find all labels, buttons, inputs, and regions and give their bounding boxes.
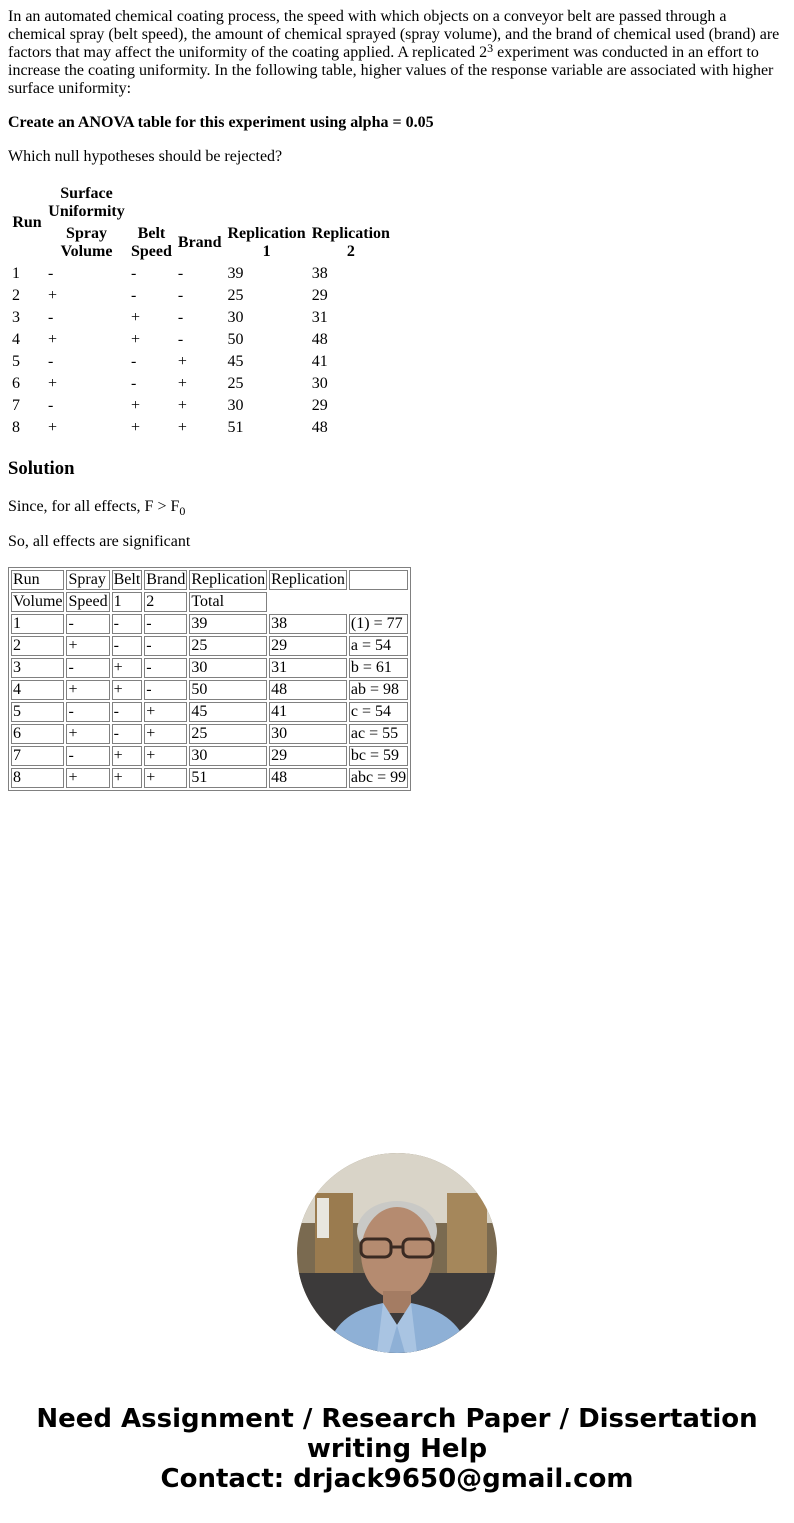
grid-cell: 8 — [11, 768, 64, 788]
table-row — [10, 352, 392, 372]
author-photo — [297, 1153, 497, 1353]
table-cell: 50 — [227, 331, 244, 348]
grid-cell: - — [144, 636, 187, 656]
table-cell: 4 — [12, 331, 20, 348]
table-row — [10, 286, 392, 306]
grid-header-spray: Spray — [66, 570, 109, 590]
grid-cell: + — [66, 636, 109, 656]
table-cell: - — [131, 375, 137, 392]
header-spray-volume: Spray Volume — [60, 225, 113, 260]
table-cell: 1 — [12, 265, 20, 282]
table-cell: - — [177, 309, 184, 326]
solution-since: Since, for all effects, $F > F_0$ — [8, 498, 186, 518]
solution-conclusion: So, all effects are significant — [8, 533, 191, 550]
table-row — [11, 680, 408, 700]
grid-cell: 30 — [189, 746, 267, 766]
table-row — [11, 592, 408, 612]
person-photo-icon — [297, 1153, 497, 1353]
grid-cell: bc = 59 — [349, 746, 408, 766]
table-cell: + — [48, 419, 58, 436]
table-row — [11, 570, 408, 590]
grid-cell: 4 — [11, 680, 64, 700]
grid-cell: 48 — [269, 680, 347, 700]
grid-cell: + — [66, 680, 109, 700]
grid-header-total: Total — [189, 592, 267, 612]
grid-header-2: 2 — [144, 592, 187, 612]
grid-cell: + — [144, 768, 187, 788]
table-cell: - — [131, 265, 137, 282]
problem-intro: In an automated chemical coating process, the speed with which objects on a conveyor belt are passed through a chemical spray (belt speed), the amount of chemical sprayed (spray volume), and the brand of chemical used (brand) are factors that may affect the uniformity of the coating applied. A replicated $2^3$ experiment was conducted in an effort to increase the coating uniformity. In the following table, higher values of the response variable are associated with higher surface uniformity: — [8, 8, 780, 97]
table-cell: 30 — [227, 309, 244, 326]
table-cell: 31 — [311, 309, 328, 326]
table-cell: - — [131, 287, 137, 304]
grid-cell: 1 — [11, 614, 64, 634]
table-row — [11, 614, 408, 634]
grid-header-brand: Brand — [146, 571, 186, 588]
header-brand: Brand — [177, 234, 222, 251]
totals-table — [8, 567, 411, 791]
table-cell: + — [131, 397, 141, 414]
grid-cell: - — [66, 702, 109, 722]
grid-cell: 2 — [11, 636, 64, 656]
grid-header-1: 1 — [112, 592, 143, 612]
table-row — [10, 308, 392, 328]
grid-cell: 45 — [189, 702, 267, 722]
table-cell: 30 — [311, 375, 328, 392]
grid-cell: + — [144, 746, 187, 766]
grid-cell: a = 54 — [349, 636, 408, 656]
grid-cell: 39 — [189, 614, 267, 634]
table-cell: 30 — [227, 397, 244, 414]
table-row — [10, 396, 392, 416]
table-cell: - — [48, 309, 54, 326]
grid-cell: b = 61 — [349, 658, 408, 678]
table-cell: + — [48, 331, 58, 348]
table-cell: - — [48, 353, 54, 370]
table-cell: + — [177, 397, 187, 414]
grid-cell: c = 54 — [349, 702, 408, 722]
table-cell: 45 — [227, 353, 244, 370]
grid-cell: 30 — [269, 724, 347, 744]
grid-cell: + — [112, 680, 143, 700]
grid-header-replication-a: Replication — [191, 571, 266, 588]
header-replication-2: Replication 2 — [311, 225, 390, 260]
grid-cell: - — [112, 636, 143, 656]
grid-cell: 30 — [189, 658, 267, 678]
footer-contact — [0, 1404, 794, 1494]
grid-cell: (1) = 77 — [349, 614, 408, 634]
grid-cell: 50 — [189, 680, 267, 700]
grid-cell: - — [144, 680, 187, 700]
header-run: Run — [12, 214, 42, 231]
table-cell: - — [177, 331, 184, 348]
document-content — [8, 8, 786, 791]
grid-cell: 25 — [189, 724, 267, 744]
grid-cell: + — [66, 724, 109, 744]
table-cell: + — [131, 309, 141, 326]
table-cell: 29 — [311, 287, 328, 304]
question-hypotheses: Which null hypotheses should be rejected? — [8, 148, 283, 165]
grid-cell: - — [144, 658, 187, 678]
table-row — [10, 330, 392, 350]
grid-cell: ab = 98 — [349, 680, 408, 700]
header-replication-1: Replication 1 — [227, 225, 306, 260]
table-cell: 48 — [311, 331, 328, 348]
grid-cell: 29 — [269, 746, 347, 766]
grid-cell: + — [112, 658, 143, 678]
table-cell: 3 — [12, 309, 20, 326]
table-row — [11, 768, 408, 788]
grid-cell: 3 — [11, 658, 64, 678]
grid-header-run: Run — [11, 570, 64, 590]
table-cell: 7 — [12, 397, 20, 414]
solution-heading: Solution — [8, 458, 75, 479]
grid-cell: - — [144, 614, 187, 634]
grid-cell: + — [144, 702, 187, 722]
header-belt-speed: Belt Speed — [131, 225, 172, 260]
table-cell: 5 — [12, 353, 20, 370]
table-row — [11, 636, 408, 656]
grid-cell: - — [112, 702, 143, 722]
data-table — [8, 182, 394, 440]
table-cell: + — [177, 375, 187, 392]
grid-empty-cell — [349, 570, 408, 590]
grid-cell: - — [112, 724, 143, 744]
table-cell: + — [48, 287, 58, 304]
table-cell: 41 — [311, 353, 328, 370]
question-anova: Create an ANOVA table for this experiment using alpha = 0.05 — [8, 114, 434, 131]
table-cell: + — [131, 331, 141, 348]
table-cell: 25 — [227, 287, 244, 304]
grid-cell: - — [112, 614, 143, 634]
table-cell: - — [48, 265, 54, 282]
footer-line-1: Need Assignment / Research Paper / Dissertation — [36, 1404, 758, 1434]
table-cell: 8 — [12, 419, 20, 436]
grid-cell: 41 — [269, 702, 347, 722]
totals-table-body — [11, 570, 408, 788]
footer-line-2: writing Help — [306, 1434, 488, 1464]
table-cell: 48 — [311, 419, 328, 436]
header-surface-uniformity: Surface Uniformity — [48, 185, 125, 220]
table-cell: 39 — [227, 265, 244, 282]
grid-cell: 51 — [189, 768, 267, 788]
grid-blank-cell — [349, 592, 408, 612]
grid-cell: 6 — [11, 724, 64, 744]
grid-header-belt: Belt — [113, 571, 141, 588]
grid-cell: + — [112, 768, 143, 788]
grid-cell: 48 — [269, 768, 347, 788]
table-cell: 25 — [227, 375, 244, 392]
table-cell: 2 — [12, 287, 20, 304]
grid-cell: - — [66, 746, 109, 766]
grid-header-replication-b: Replication — [271, 571, 345, 588]
exponent: 3 — [487, 41, 494, 55]
grid-header-volume: Volume — [13, 593, 63, 610]
grid-cell: ac = 55 — [349, 724, 408, 744]
table-cell: - — [177, 265, 184, 282]
table-row — [10, 418, 392, 438]
grid-cell: - — [66, 614, 109, 634]
table-cell: + — [177, 419, 187, 436]
table-cell: 29 — [311, 397, 328, 414]
table-row — [11, 746, 408, 766]
data-table-body — [10, 264, 392, 438]
table-row — [11, 724, 408, 744]
subscript: 0 — [179, 504, 186, 518]
table-row — [11, 658, 408, 678]
grid-cell: + — [66, 768, 109, 788]
table-cell: - — [131, 353, 137, 370]
table-cell: 38 — [311, 265, 328, 282]
grid-cell: + — [112, 746, 143, 766]
grid-cell: 38 — [269, 614, 347, 634]
table-cell: 51 — [227, 419, 244, 436]
grid-cell: 31 — [269, 658, 347, 678]
grid-cell: 29 — [269, 636, 347, 656]
grid-cell: + — [144, 724, 187, 744]
grid-blank-cell — [269, 592, 347, 612]
footer-line-3: Contact: drjack9650@gmail.com — [160, 1464, 634, 1494]
table-cell: - — [48, 397, 54, 414]
grid-cell: - — [66, 658, 109, 678]
grid-cell: 25 — [189, 636, 267, 656]
grid-cell: abc = 99 — [350, 769, 407, 786]
table-cell: + — [131, 419, 141, 436]
grid-cell: 5 — [11, 702, 64, 722]
table-row — [11, 702, 408, 722]
table-cell: 6 — [12, 375, 20, 392]
table-row — [10, 374, 392, 394]
table-cell: - — [177, 287, 184, 304]
grid-cell: 7 — [11, 746, 64, 766]
table-row — [10, 264, 392, 284]
grid-header-speed: Speed — [68, 593, 108, 610]
table-cell: + — [48, 375, 58, 392]
table-cell: + — [177, 353, 187, 370]
